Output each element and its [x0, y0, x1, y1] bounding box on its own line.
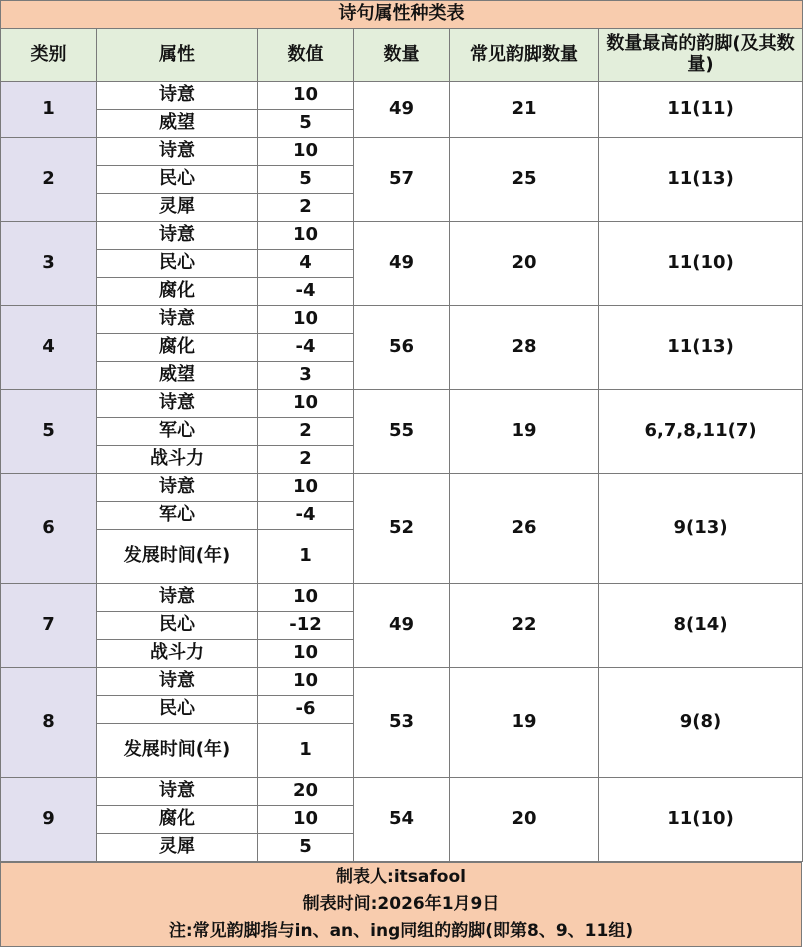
- count-cell: 57: [354, 138, 450, 222]
- attribute-name-cell: 军心: [97, 418, 258, 446]
- table-row: [1, 584, 803, 612]
- category-cell: 2: [1, 138, 97, 222]
- attribute-value-cell: 4: [258, 250, 354, 278]
- attribute-name-cell: 民心: [97, 250, 258, 278]
- attribute-name-cell: 诗意: [97, 778, 258, 806]
- footer-table: [0, 862, 802, 947]
- attribute-name-cell: 灵犀: [97, 834, 258, 862]
- date-text: 制表时间:2026年1月9日: [302, 894, 500, 914]
- attribute-value-cell: 10: [258, 390, 354, 418]
- attribute-value-cell: 20: [258, 778, 354, 806]
- category-cell: 7: [1, 584, 97, 668]
- attribute-name-cell: 诗意: [97, 584, 258, 612]
- attribute-name-cell: 战斗力: [97, 446, 258, 474]
- category-cell: 8: [1, 668, 97, 778]
- attribute-name-cell: 民心: [97, 166, 258, 194]
- table-row: [1, 474, 803, 502]
- top-rhyme-cell: 11(13): [599, 138, 803, 222]
- table-title: 诗句属性种类表: [1, 1, 803, 29]
- count-cell: 49: [354, 82, 450, 138]
- top-rhyme-cell: 6,7,8,11(7): [599, 390, 803, 474]
- attribute-value-cell: -4: [258, 502, 354, 530]
- attribute-name-cell: 威望: [97, 110, 258, 138]
- attribute-value-cell: 2: [258, 194, 354, 222]
- count-cell: 52: [354, 474, 450, 584]
- attribute-value-cell: 10: [258, 806, 354, 834]
- attribute-value-cell: 3: [258, 362, 354, 390]
- attribute-name-cell: 战斗力: [97, 640, 258, 668]
- attribute-value-cell: 5: [258, 110, 354, 138]
- attribute-value-cell: 10: [258, 474, 354, 502]
- top-rhyme-cell: 11(13): [599, 306, 803, 390]
- attribute-value-cell: 2: [258, 446, 354, 474]
- category-cell: 1: [1, 82, 97, 138]
- attribute-value-cell: 5: [258, 166, 354, 194]
- attribute-name-cell: 腐化: [97, 806, 258, 834]
- table-row: [1, 222, 803, 250]
- attribute-value-cell: 1: [258, 530, 354, 584]
- footer-cell: [1, 863, 802, 947]
- common-rhyme-count-cell: 22: [450, 584, 599, 668]
- top-rhyme-cell: 8(14): [599, 584, 803, 668]
- header-common-rhyme-count: 常见韵脚数量: [450, 29, 599, 82]
- top-rhyme-cell: 11(10): [599, 222, 803, 306]
- category-cell: 5: [1, 390, 97, 474]
- count-cell: 55: [354, 390, 450, 474]
- attribute-value-cell: -12: [258, 612, 354, 640]
- attribute-name-cell: 军心: [97, 502, 258, 530]
- attribute-value-cell: 10: [258, 584, 354, 612]
- attribute-name-cell: 诗意: [97, 82, 258, 110]
- common-rhyme-count-cell: 28: [450, 306, 599, 390]
- category-cell: 4: [1, 306, 97, 390]
- attribute-name-cell: 诗意: [97, 474, 258, 502]
- table-row: [1, 668, 803, 696]
- attribute-value-cell: -6: [258, 696, 354, 724]
- attribute-value-cell: -4: [258, 334, 354, 362]
- title-row: [1, 1, 803, 29]
- author-text: 制表人:itsafool: [336, 867, 466, 887]
- attribute-name-cell: 诗意: [97, 390, 258, 418]
- top-rhyme-cell: 11(10): [599, 778, 803, 862]
- table-body: [1, 1, 803, 862]
- attribute-value-cell: 10: [258, 138, 354, 166]
- count-cell: 54: [354, 778, 450, 862]
- attribute-value-cell: 10: [258, 640, 354, 668]
- header-row: [1, 29, 803, 82]
- common-rhyme-count-cell: 20: [450, 778, 599, 862]
- common-rhyme-count-cell: 19: [450, 668, 599, 778]
- header-category: 类别: [1, 29, 97, 82]
- attribute-name-cell: 民心: [97, 696, 258, 724]
- attribute-name-cell: 诗意: [97, 668, 258, 696]
- attribute-value-cell: 10: [258, 668, 354, 696]
- attribute-value-cell: 5: [258, 834, 354, 862]
- attribute-name-cell: 诗意: [97, 138, 258, 166]
- footer-row: [1, 863, 802, 947]
- table-row: [1, 306, 803, 334]
- top-rhyme-cell: 9(13): [599, 474, 803, 584]
- header-count: 数量: [354, 29, 450, 82]
- table-row: [1, 138, 803, 166]
- attribute-name-cell: 民心: [97, 612, 258, 640]
- header-top-rhyme: 数量最高的韵脚(及其数量): [599, 29, 803, 82]
- common-rhyme-count-cell: 21: [450, 82, 599, 138]
- attribute-value-cell: 1: [258, 724, 354, 778]
- common-rhyme-count-cell: 19: [450, 390, 599, 474]
- category-cell: 3: [1, 222, 97, 306]
- attribute-name-cell: 发展时间(年): [97, 530, 258, 584]
- count-cell: 49: [354, 222, 450, 306]
- attribute-name-cell: 威望: [97, 362, 258, 390]
- count-cell: 53: [354, 668, 450, 778]
- note-text: 注:常见韵脚指与in、an、ing同组的韵脚(即第8、9、11组): [168, 921, 634, 941]
- table-row: [1, 778, 803, 806]
- attribute-value-cell: 10: [258, 222, 354, 250]
- attribute-name-cell: 诗意: [97, 306, 258, 334]
- attribute-value-cell: 2: [258, 418, 354, 446]
- attribute-value-cell: 10: [258, 306, 354, 334]
- header-value: 数值: [258, 29, 354, 82]
- attribute-name-cell: 腐化: [97, 334, 258, 362]
- common-rhyme-count-cell: 25: [450, 138, 599, 222]
- common-rhyme-count-cell: 26: [450, 474, 599, 584]
- count-cell: 56: [354, 306, 450, 390]
- top-rhyme-cell: 11(11): [599, 82, 803, 138]
- attribute-name-cell: 诗意: [97, 222, 258, 250]
- common-rhyme-count-cell: 20: [450, 222, 599, 306]
- attribute-value-cell: -4: [258, 278, 354, 306]
- header-attribute: 属性: [97, 29, 258, 82]
- attribute-name-cell: 灵犀: [97, 194, 258, 222]
- table-row: [1, 82, 803, 110]
- category-cell: 9: [1, 778, 97, 862]
- top-rhyme-cell: 9(8): [599, 668, 803, 778]
- attribute-name-cell: 腐化: [97, 278, 258, 306]
- table-row: [1, 390, 803, 418]
- attribute-value-cell: 10: [258, 82, 354, 110]
- attribute-name-cell: 发展时间(年): [97, 724, 258, 778]
- count-cell: 49: [354, 584, 450, 668]
- category-cell: 6: [1, 474, 97, 584]
